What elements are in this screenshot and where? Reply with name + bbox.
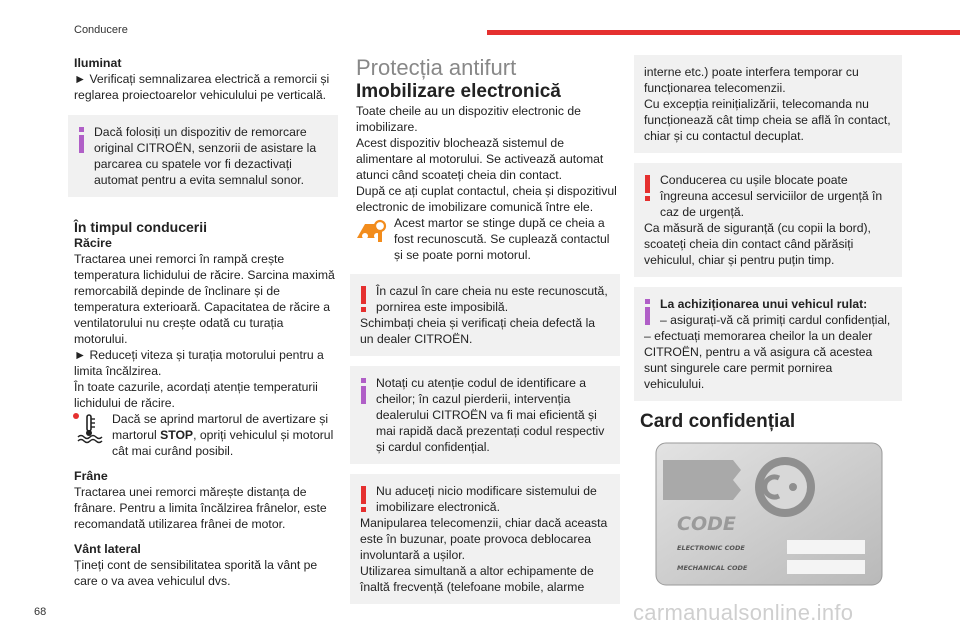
column-left bbox=[74, 55, 338, 589]
warning2-text-c: Utilizarea simultană a altor echipamente de înaltă frecvență (telefoane mobile, alarme bbox=[360, 564, 594, 594]
watermark: carmanualsonline.info bbox=[633, 600, 854, 625]
warning-icon bbox=[359, 486, 368, 512]
coolant-temperature-icon bbox=[72, 412, 106, 444]
warning1-text-b: Schimbați cheia și verificați cheia defectă la un dealer CITROËN. bbox=[360, 316, 596, 346]
side-wind-text: Țineți cont de sensibilitatea sporită la vânt pe care o va avea vehiculul dvs. bbox=[74, 558, 318, 588]
subsection-title-confidential-card: Card confidențial bbox=[640, 411, 796, 432]
heading-cooling: Răcire bbox=[74, 236, 112, 250]
info-text-parking-sensors: Dacă folosiți un dispozitiv de remorcare original CITROËN, senzorii de asistare la parcarea cu spatele vor fi dezactivați automat pentru a evita semnalul sonor. bbox=[94, 125, 317, 187]
lighting-text: ► Verificați semnalizarea electrică a remorcii și reglarea proiectoarelor vehiculului pe verticală. bbox=[74, 72, 330, 102]
immobiliser-paragraph-1: Toate cheile au un dispozitiv electronic de imobilizare. bbox=[356, 104, 581, 134]
warning-box-locked-doors bbox=[634, 163, 902, 277]
warning2-text-b: Manipularea telecomenzii, chiar dacă aceasta este în buzunar, poate provoca deblocarea involuntară a ușilor. bbox=[360, 516, 608, 562]
brakes-text: Tractarea unei remorci mărește distanța de frânare. Pentru a limita încălzirea frânelor, este recomandată utilizarea frânei de motor. bbox=[74, 485, 327, 531]
cooling-paragraph-1: Tractarea unei remorci în rampă crește temperatura lichidului de răcire. Sarcina maximă remorcabilă depinde de înclinare și de temperatura exterioară. Capacitatea de răcire a ventilatorului nu crește odată cu turația motorului. bbox=[74, 252, 335, 346]
cooling-paragraph-2: ► Reduceți viteza și turația motorului pentru a limita încălzirea. bbox=[74, 348, 324, 378]
immobiliser-lamp-text: Acest martor se stinge după ce cheia a fost recunoscută. Se cuplează contactul și se poate porni motorul. bbox=[394, 216, 610, 262]
info-box-key-code bbox=[350, 366, 620, 464]
coolant-warning-text-b: , opriți vehiculul și motorul cât mai curând posibil. bbox=[112, 428, 334, 458]
heading-while-driving: În timpul conducerii bbox=[74, 219, 208, 235]
heading-lighting: Iluminat bbox=[74, 56, 122, 70]
warning-icon bbox=[359, 286, 368, 312]
column-right bbox=[640, 55, 902, 433]
immobiliser-paragraph-2: Acest dispozitiv blochează sistemul de alimentare al motorului. Se activează automat atunci când scoateți cheia din contact. bbox=[356, 136, 604, 182]
warning3-text-b: Ca măsură de siguranță (cu copii la bord), scoateți cheia din contact când părăsiți vehiculul, chiar și pentru puțin timp. bbox=[644, 221, 871, 267]
heading-side-wind: Vânt lateral bbox=[74, 542, 141, 556]
confidential-card-illustration bbox=[655, 442, 883, 586]
info1-text: Notați cu atenție codul de identificare a cheilor; în cazul pierderii, intervenția dealerului CITROËN va fi mai eficientă și mai rapidă dacă prezentați codul respectiv și cardul confidențial. bbox=[376, 376, 605, 454]
immobiliser-paragraph-3: După ce ați cuplat contactul, cheia și dispozitivul electronic de imobilizare comunică între ele. bbox=[356, 184, 617, 214]
info-box-parking-sensors bbox=[68, 115, 338, 197]
card-mechanical-code-label: MECHANICAL CODE bbox=[677, 564, 748, 572]
column-middle bbox=[356, 55, 620, 614]
info2-item-1: – asigurați-vă că primiți cardul confidențial, bbox=[660, 313, 891, 327]
card-electronic-code-label: ELECTRONIC CODE bbox=[677, 544, 745, 552]
warning2-cont-a: interne etc.) poate interfera temporar cu funcționarea telecomenzii. bbox=[644, 65, 859, 95]
info2-heading: La achiziționarea unui vehicul rulat: bbox=[660, 297, 868, 311]
warning-box-continued bbox=[634, 55, 902, 153]
warning2-cont-b: Cu excepția reinițializării, telecomanda nu funcționează cât timp cheia se află în contact, chiar și cu contactul decuplat. bbox=[644, 97, 891, 143]
page-number: 68 bbox=[34, 606, 47, 618]
info-icon bbox=[77, 127, 86, 153]
running-header: Conducere bbox=[74, 24, 128, 36]
info-icon bbox=[359, 378, 368, 404]
info-icon bbox=[643, 299, 652, 325]
info-box-used-vehicle bbox=[634, 287, 902, 401]
immobiliser-warning-lamp-icon bbox=[354, 216, 388, 248]
subsection-title-immobiliser: Imobilizare electronică bbox=[356, 81, 561, 102]
info2-item-2: – efectuați memorarea cheilor la un dealer CITROËN, pentru a vă asigura că acestea sunt singurele care permit pornirea vehiculului. bbox=[644, 329, 873, 391]
heading-brakes: Frâne bbox=[74, 469, 108, 483]
card-code-label: CODE bbox=[677, 513, 736, 535]
coolant-warning bbox=[74, 411, 338, 459]
section-title-antitheft: Protecția antifurt bbox=[356, 55, 517, 80]
warning-box-key-not-recognised bbox=[350, 274, 620, 356]
warning2-text-a: Nu aduceți nicio modificare sistemului de imobilizare electronică. bbox=[376, 484, 597, 514]
immobiliser-lamp-note bbox=[356, 215, 620, 263]
warning3-text-a: Conducerea cu ușile blocate poate îngreuna accesul serviciilor de urgență în caz de urgență. bbox=[660, 173, 883, 219]
stop-label: STOP bbox=[160, 428, 194, 442]
coolant-warning-text-a: Dacă se aprind martorul de avertizare și martorul bbox=[112, 412, 329, 442]
warning-icon bbox=[643, 175, 652, 201]
warning1-text-a: În cazul în care cheia nu este recunoscută, pornirea este imposibilă. bbox=[376, 284, 608, 314]
header-accent-bar bbox=[487, 30, 960, 35]
warning-box-no-modification bbox=[350, 474, 620, 604]
cooling-paragraph-3: În toate cazurile, acordați atenție temperaturii lichidului de răcire. bbox=[74, 380, 318, 410]
